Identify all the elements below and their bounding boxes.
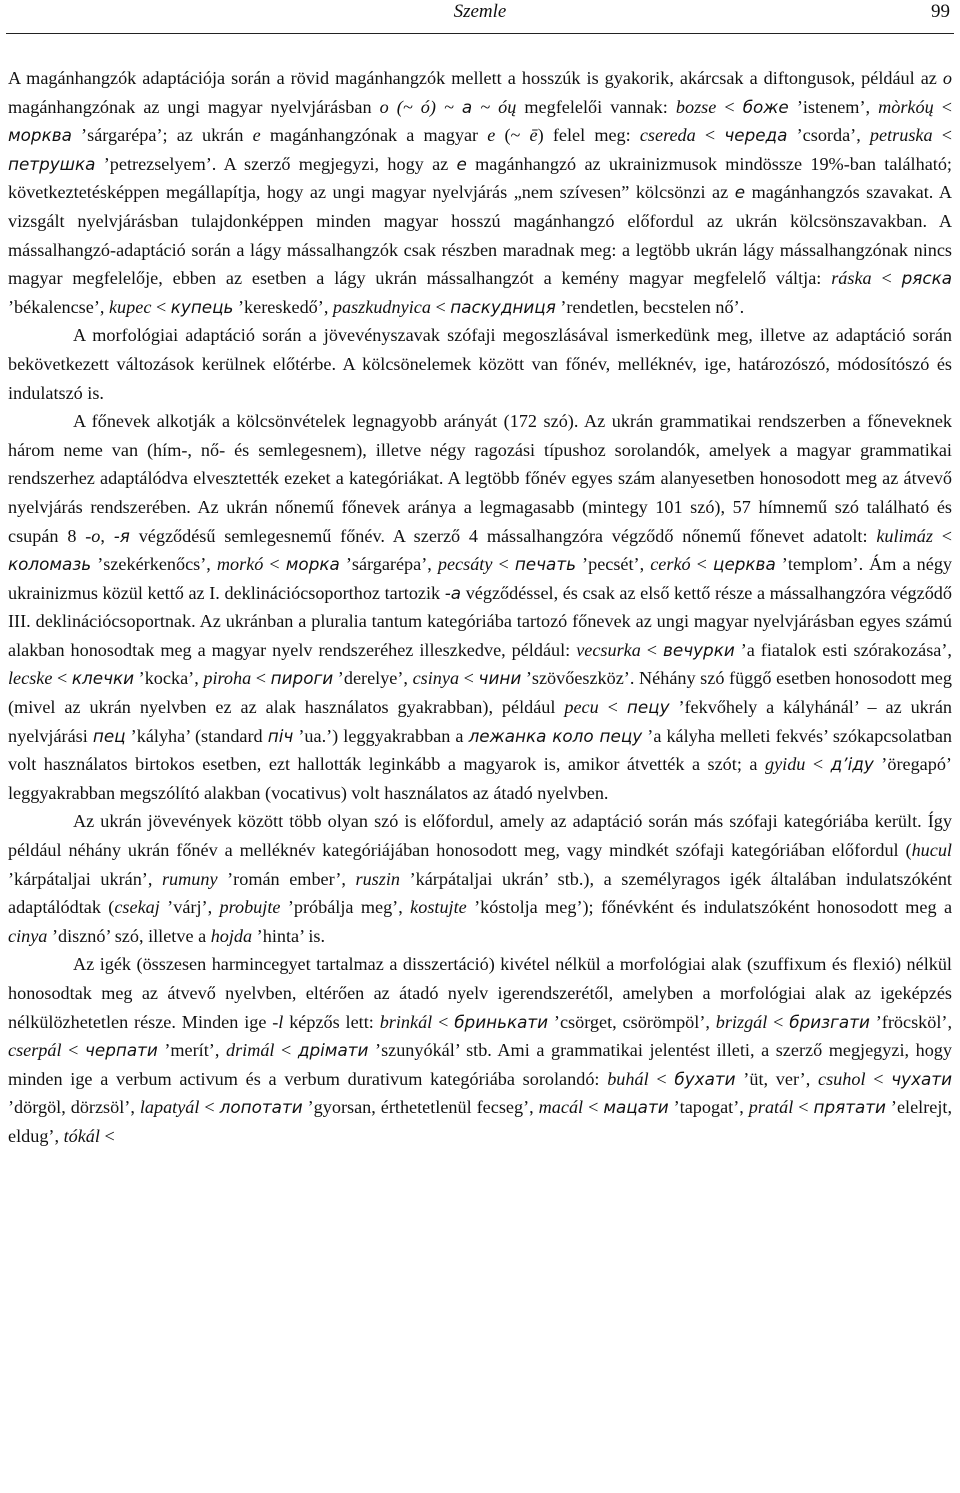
cyrillic-word: паскудниця	[450, 296, 556, 317]
text-run: ’tapogat’,	[668, 1097, 749, 1118]
text-run: ’kárpátaljai ukrán’,	[8, 868, 162, 889]
running-header	[6, 0, 954, 34]
italic-word: -o	[85, 525, 101, 546]
text-run: <	[871, 268, 902, 289]
cyrillic-word: а	[461, 96, 473, 117]
italic-word: cinya	[8, 925, 48, 946]
italic-word: probujte	[219, 897, 281, 918]
text-run: ’kereskedő’,	[233, 296, 333, 317]
text-run: ’derelye’,	[333, 668, 413, 689]
italic-word: piroha	[203, 668, 252, 689]
text-run: végződésű semlegesnemű főnév. A szerző 4 mássalhangzóra végződő nőnemű főnevet adatolt:	[129, 525, 877, 546]
text-run: <	[274, 1040, 298, 1061]
text-run: ’szekérkenőcs’,	[91, 554, 217, 575]
cyrillic-word: череда	[724, 125, 788, 146]
text-run: magánhangzós szavakat. A vizsgált nyelvjárásban tulajdonképpen minden magyar hosszú magánhangzó előfordul az ukrán kölcsönszavakban. A mássalhangzó-adaptáció során a lágy mássalhangzók csak részben maradnak meg: a legtöbb ukrán lágy mássalhangzónak nincs magyar megfelelője, ebben az esetben a lágy ukrán mássalhangzót a kemény magyar megfelelő váltja:	[8, 182, 952, 289]
cyrillic-word: прятати	[813, 1097, 886, 1118]
text-run: <	[690, 554, 714, 575]
cyrillic-word: клечки	[71, 668, 135, 689]
cyrillic-word: бризгати	[789, 1011, 870, 1032]
text-run: <	[199, 1097, 220, 1118]
cyrillic-word: бринькати	[454, 1011, 549, 1032]
italic-word: petruska	[869, 125, 933, 146]
cyrillic-word: чини	[478, 668, 522, 689]
text-run: ’üt, ver’,	[735, 1068, 819, 1089]
cyrillic-word: е	[456, 153, 467, 174]
text-run: ’várj’,	[159, 897, 220, 918]
text-run: ’sárgarépa’,	[339, 554, 438, 575]
italic-word: cserpál	[8, 1040, 62, 1061]
text-run: ’a kályha melleti fekvés’ szókapcsolatban volt használatos birtokos esetben, ezt hallották leginkább a magyarok is, amikor átvették a szót; a	[8, 725, 953, 775]
text-run: magánhangzónak az ungi magyar nyelvjárásban	[8, 96, 380, 117]
text-run: ’petrezselyem’. A szerző megjegyzi, hogy az	[95, 153, 457, 174]
cyrillic-word: д’іду	[830, 754, 874, 775]
italic-word: e	[487, 125, 496, 146]
cyrillic-word: мацати	[603, 1097, 669, 1118]
text-run: ’békalencse’,	[8, 296, 109, 317]
text-run: ’disznó’ szó, illetve a	[47, 925, 211, 946]
text-run: <	[716, 96, 743, 117]
text-run: ’rendetlen, becstelen nő’.	[555, 296, 745, 317]
italic-word: vecsurka	[576, 639, 641, 660]
text-run: ’próbálja meg’,	[280, 897, 411, 918]
italic-word: gyidu	[764, 754, 806, 775]
text-run: ’csorda’,	[787, 125, 870, 146]
italic-word: pecsáty	[437, 554, 493, 575]
italic-word: pratál	[748, 1097, 794, 1118]
italic-word: -l	[272, 1011, 284, 1032]
cyrillic-word: петрушка	[8, 153, 96, 174]
text-run: ’elelrejt, eldug’,	[8, 1097, 952, 1146]
text-run: A magánhangzók adaptációja során a rövid magánhangzók mellett a hosszúk is gyakorik, akárcsak a diftongusok, például az	[8, 68, 943, 88]
text-run: <	[430, 296, 451, 317]
italic-word: bozse	[675, 96, 717, 117]
text-run: ’kóstolja meg’); főnévként és indulatszóként honosodott meg a	[466, 897, 953, 918]
text-run: ’kályha’ (standard	[125, 725, 268, 746]
text-run: <	[640, 639, 663, 660]
cyrillic-word: купець	[170, 296, 234, 317]
cyrillic-word: -я	[113, 525, 130, 546]
italic-word: kupec	[108, 296, 152, 317]
italic-word: lapatyál	[139, 1097, 200, 1118]
text-run: ’ua.’) leggyakrabban a	[293, 725, 469, 746]
italic-word: tókál	[63, 1125, 100, 1146]
text-run: <	[583, 1097, 604, 1118]
text-run: <	[99, 1125, 115, 1146]
text-run: ’dörgöl, dörzsöl’,	[8, 1097, 140, 1118]
text-run: ’hinta’ is.	[252, 925, 326, 946]
text-run: ’román ember’,	[217, 868, 356, 889]
italic-word: lecske	[8, 668, 53, 689]
italic-word: ráska	[831, 268, 872, 289]
cyrillic-word: ряска	[901, 268, 952, 289]
italic-word: csinya	[412, 668, 460, 689]
italic-word: ruszin	[355, 868, 400, 889]
italic-word: kulimáz	[876, 525, 933, 546]
italic-word: ~	[472, 96, 499, 117]
text-run: ’sárgarépa’; az ukrán	[71, 125, 253, 146]
text-run: ’fekvőhely a kályhánál’ – az ukrán nyelvjárási	[8, 697, 952, 746]
text-run: <	[933, 96, 953, 117]
text-run: <	[767, 1011, 790, 1032]
italic-word: ē	[529, 125, 538, 146]
cyrillic-word: коломазь	[8, 554, 92, 575]
italic-word: csereda	[639, 125, 696, 146]
text-run: <	[492, 554, 515, 575]
italic-word: hucul	[911, 840, 952, 861]
italic-word: csekaj	[114, 897, 160, 918]
italic-word: csuhol	[818, 1068, 866, 1089]
cyrillic-word: церква	[713, 554, 776, 575]
text-run: <	[793, 1097, 814, 1118]
cyrillic-word: пец	[92, 725, 126, 746]
cyrillic-word: піч	[267, 725, 294, 746]
text-run: <	[251, 668, 271, 689]
italic-word: hojda	[210, 925, 253, 946]
text-run: ’merít’,	[157, 1040, 226, 1061]
cyrillic-word: морка	[285, 554, 340, 575]
italic-word: macál	[538, 1097, 584, 1118]
page-number: 99	[931, 1, 950, 22]
italic-word: buhál	[607, 1068, 649, 1089]
italic-word: morkó	[216, 554, 264, 575]
cyrillic-word: вечурки	[663, 639, 735, 660]
text-run: ’gyorsan, érthetetlenül fecseg’,	[302, 1097, 539, 1118]
cyrillic-word: лопотати	[219, 1097, 303, 1118]
text-run: ’a fiatalok esti szórakozása’,	[734, 639, 952, 660]
text-run: ’pecsét’,	[576, 554, 651, 575]
italic-word: mòrkóų	[878, 96, 934, 117]
cyrillic-word: чухати	[891, 1068, 952, 1089]
text-run: végződéssel, és csak az első kettő része a mássalhangzóra végződő III. deklinációcsoportnak. Az ukránban a pluralia tantum kategóriába tartozó főnevek az ungi magyar nyelvjárásban egyes számú alakban honosodtak meg a magyar nyelv rendszeréhez illeszkedve, például:	[8, 582, 952, 660]
text-run: (~	[495, 125, 530, 146]
italic-word: paszkudnyica	[332, 296, 431, 317]
italic-word: óų	[498, 96, 517, 117]
text-run: ’öregapó’ leggyakrabban megszólító alakban (vocativus) volt használatos az átadó nyelvben.	[8, 754, 952, 803]
italic-word: brizgál	[715, 1011, 768, 1032]
cyrillic-word: бухати	[674, 1068, 736, 1089]
text-run: ’csörget, csörömpöl’,	[548, 1011, 716, 1032]
text-run: A főnevek alkotják a kölcsönvételek legnagyobb arányát (172 szó). Az ukrán grammatikai rendszerben a főneveknek három neme van (hím-, nő- és semlegesnem), illetve négy ragozási típushoz sorolandók, amelyek a magyar grammatikai rendszerhez adaptálódva elvesztették ezeket a kategóriákat. A legtöbb főnév egyes szám alanyesetben honosodott meg az átvevő nyelvjárás rendszerében. Az ukrán nőnemű főnevek aránya a legmagasabb (mintegy 101 szó), 57 hímnemű szó található és csupán 8	[8, 411, 952, 546]
text-run: <	[648, 1068, 675, 1089]
cyrillic-word: печать	[514, 554, 576, 575]
cyrillic-word: морква	[8, 125, 72, 146]
text-run: ’szunyókál’ stb. Ami a grammatikai jelentést illeti, a szerző megjegyzi, hogy minden ige a verbum activum és a verbum durativum kategóriába sorolandó:	[8, 1040, 952, 1089]
italic-word: rumuny	[161, 868, 218, 889]
italic-word: kostujte	[410, 897, 467, 918]
cyrillic-word: пецу	[626, 697, 670, 718]
cyrillic-word: дрімати	[297, 1040, 369, 1061]
text-run: ’fröcsköl’,	[869, 1011, 952, 1032]
paragraph-morphological-adaptation	[8, 321, 952, 407]
text-run: <	[805, 754, 831, 775]
italic-word: e	[252, 125, 261, 146]
text-run: <	[865, 1068, 892, 1089]
text-run: ’templom’. Ám a négy ukrainizmus közül kettő az I. deklinációcsoporthoz tartozik	[8, 554, 953, 603]
text-run: <	[52, 668, 72, 689]
italic-word: brinkál	[379, 1011, 433, 1032]
text-run: <	[432, 1011, 455, 1032]
cyrillic-word: пироги	[270, 668, 334, 689]
cyrillic-word: боже	[742, 96, 789, 117]
cyrillic-word: лежанка коло пецу	[468, 725, 643, 746]
text-run: Az ukrán jövevények között több olyan szó is előfordul, amely az adaptáció során más szófaji kategóriába került. Így például néhány ukrán főnév a melléknév kategóriájában honosodott meg, vagy mindkét szófaji kategóriában előfordul (	[8, 811, 952, 861]
text-run: képzős lett:	[283, 1011, 380, 1032]
paragraph-vowel-adaptation	[8, 64, 952, 321]
text-run: <	[932, 125, 952, 146]
text-run: <	[263, 554, 286, 575]
text-run: <	[151, 296, 171, 317]
article-body	[8, 64, 952, 1151]
text-run: megfelelői vannak:	[516, 96, 676, 117]
text-run: <	[598, 697, 627, 718]
italic-word: o (~ ó) ~	[379, 96, 462, 117]
text-run: <	[932, 525, 952, 546]
cyrillic-word: черпати	[84, 1040, 158, 1061]
text-run: <	[61, 1040, 85, 1061]
running-title: Szemle	[453, 1, 507, 22]
cyrillic-word: е	[734, 182, 746, 203]
paragraph-nouns	[8, 407, 952, 807]
italic-word: cerkó	[650, 554, 691, 575]
italic-word: pecu	[564, 697, 599, 718]
cyrillic-word: -а	[444, 582, 462, 603]
text-run: ’istenem’,	[788, 96, 879, 117]
paragraph-verbs	[8, 950, 952, 1150]
text-run: Az igék (összesen harmincegyet tartalmaz a disszertáció) kivétel nélkül a morfológiai alak (szuffixum és flexió) nélkül honosodtak meg az átvevő nyelvben, eltérően az átadó nyelv igerendszerétől, amelyben a morfológiai alak az igeképzés nélkülözhetetlen része. Minden ige	[8, 954, 952, 1032]
text-run: ’kocka’,	[134, 668, 204, 689]
text-run: ’kárpátaljai ukrán’ stb.), a személyragos igék általában indulatszóként adaptálódtak (	[8, 868, 952, 918]
text-run: magánhangzó az ukrainizmusok mindössze 19%-ban található; következtetésképpen megállapítja, hogy az ungi magyar nyelvjárás „nem szívesen” kölcsönzi az	[8, 153, 952, 203]
paragraph-word-class-change	[8, 807, 952, 950]
text-run: <	[459, 668, 479, 689]
text-run: ,	[100, 525, 114, 546]
text-run: A morfológiai adaptáció során a jövevényszavak szófaji megoszlásával ismerkedünk meg, illetve az adaptáció során bekövetkezett változások kerülnek előtérbe. A kölcsönelemek között van főnév, melléknév, ige, határozószó, módosítószó és indulatszó is.	[8, 325, 952, 403]
italic-word: o	[942, 68, 952, 88]
text-run: magánhangzónak a magyar	[260, 125, 488, 146]
text-run: ) felel meg:	[537, 125, 640, 146]
text-run: ’szövőeszköz’. Néhány szó függő esetben honosodott meg (mivel az ukrán nyelvben ez az alak használatos gyakrabban), például	[8, 668, 952, 718]
italic-word: drimál	[225, 1040, 275, 1061]
text-run: <	[695, 125, 725, 146]
